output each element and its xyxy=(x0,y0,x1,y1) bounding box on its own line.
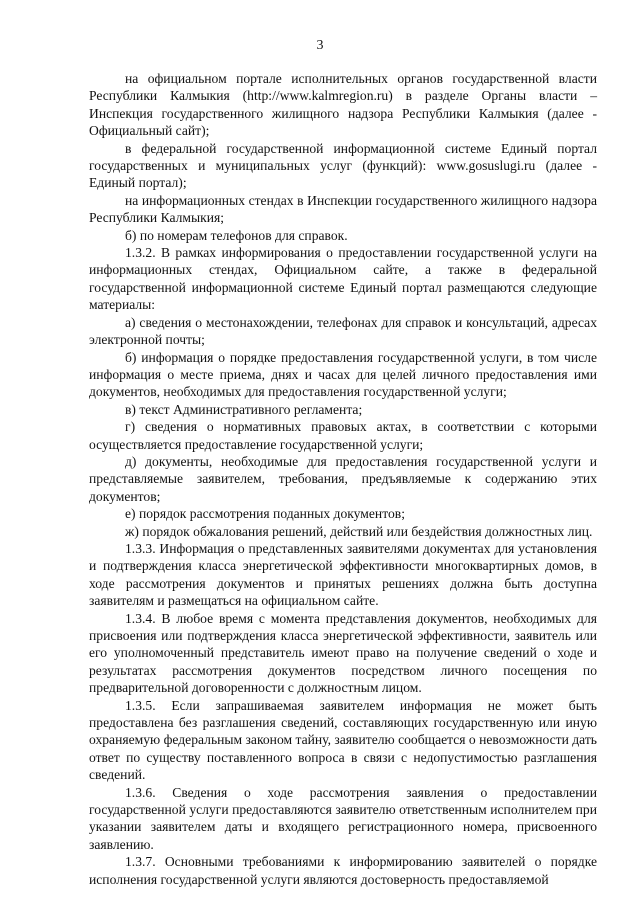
paragraph: 1.3.5. Если запрашиваемая заявителем информация не может быть предоставлена без разглашения сведений, составляющих государственную или иную охраняемую федеральным законом тайну, заявителю сообщается о невозможности дать ответ по существу поставленного вопроса в связи с недопустимостью разглашения сведений. xyxy=(89,697,597,783)
paragraph: 1.3.2. В рамках информирования о предоставлении государственной услуги на информационных стендах, Официальном сайте, а также в федеральной государственной информационной системе Единый портал размещаются следующие материалы: xyxy=(89,245,597,313)
paragraph: 1.3.4. В любое время с момента представления документов, необходимых для присвоения или подтверждения класса энергетической эффективности, заявитель или его уполномоченный представитель имеют право на получение сведений о ходе и результатах рассмотрения документов посредством личного посещения по предварительной договоренности с должностным лицом. xyxy=(89,610,597,696)
paragraph: а) сведения о местонахождении, телефонах для справок и консультаций, адресах электронной почты; xyxy=(89,314,597,348)
paragraph: б) по номерам телефонов для справок. xyxy=(125,227,348,243)
paragraph: ж) порядок обжалования решений, действий или бездействия должностных лиц. xyxy=(125,523,593,539)
paragraph: 1.3.6. Сведения о ходе рассмотрения заявления о предоставлении государственной услуги предоставляются заявителю ответственным исполнителем при указании заявителем даты и входящего регистрационного номера, присвоенного заявлению. xyxy=(89,784,597,852)
paragraph: 1.3.3. Информация о представленных заявителями документах для установления и подтверждения класса энергетической эффективности многоквартирных домов, в ходе рассмотрения документов и принятых решениях должна быть доступна заявителям и размещаться на официальном сайте. xyxy=(89,540,597,609)
paragraph: на официальном портале исполнительных органов государственной власти Республики Калмыкия (http://www.kalmregion.ru) в разделе Органы власти – Инспекция государственного жилищного надзора Республики Калмыкия (далее - Официальный сайт); xyxy=(89,71,597,139)
paragraph: на информационных стендах в Инспекции государственного жилищного надзора Республики Калмыкия; xyxy=(89,192,597,226)
page-number: 3 xyxy=(316,38,324,53)
paragraph: г) сведения о нормативных правовых актах, в соответствии с которыми осуществляется предоставление государственной услуги; xyxy=(89,419,597,452)
paragraph: д) документы, необходимые для предоставления государственной услуги и представляемые заявителем, требования, предъявляемые к содержанию этих документов; xyxy=(89,453,597,504)
paragraph: в федеральной государственной информационной системе Единый портал государственных и муниципальных услуг (функций): www.gosuslugi.ru (далее - Единый портал); xyxy=(89,140,597,191)
paragraph: в) текст Административного регламента; xyxy=(125,401,363,417)
paragraph: 1.3.7. Основными требованиями к информированию заявителей о порядке исполнения государственной услуги являются достоверность предоставляемой xyxy=(89,854,597,887)
document-body xyxy=(89,70,597,888)
paragraph: б) информация о порядке предоставления государственной услуги, в том числе информация о месте приема, днях и часах для целей личного предоставления ими документов, необходимых для предоставления государственной услуги; xyxy=(89,349,597,400)
paragraph: е) порядок рассмотрения поданных документов; xyxy=(125,506,405,522)
